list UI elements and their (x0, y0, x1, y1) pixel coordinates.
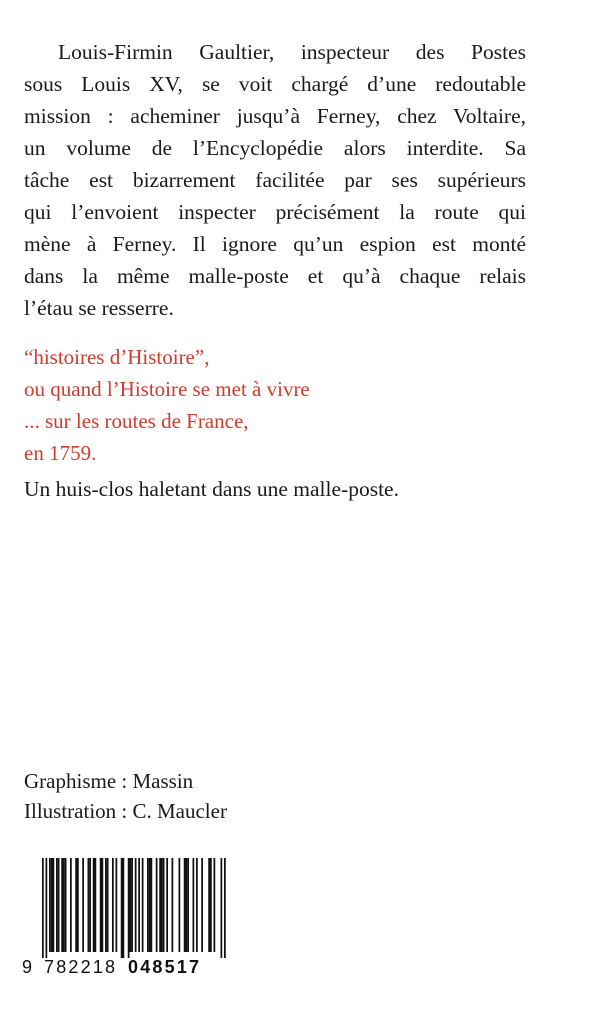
blurb-line: mène à Ferney. Il ignore qu’un espion est monté (24, 232, 526, 256)
barcode-bar (210, 858, 212, 952)
barcode-bar (93, 858, 95, 952)
barcode-bar (49, 858, 51, 952)
barcode-bar (105, 858, 107, 952)
barcode-bars (22, 858, 226, 958)
barcode-bar (142, 858, 144, 952)
blurb-paragraph (24, 36, 526, 324)
barcode-bar (149, 858, 151, 952)
barcode-bar (172, 858, 174, 952)
barcode-right-digits: 048517 (128, 957, 202, 977)
blurb-line: un volume de l’Encyclopédie alors interdite. Sa (24, 136, 526, 160)
barcode-bar (116, 858, 118, 952)
barcode-guard-bar (123, 858, 125, 958)
barcode-bar (193, 858, 195, 952)
blurb-line: Louis-Firmin Gaultier, inspecteur des Postes (58, 40, 526, 64)
barcode-bar (53, 858, 55, 952)
barcode-bar (63, 858, 65, 952)
barcode-bar (102, 858, 104, 952)
barcode-bar (88, 858, 90, 952)
barcode-guard-bar (224, 858, 226, 958)
barcode-bar (82, 858, 84, 952)
blurb-line: qui l’envoient inspecter précisément la route qui (24, 200, 526, 224)
blurb-line: sous Louis XV, se voit chargé d’une redoutable (24, 72, 526, 96)
barcode-bar (161, 858, 163, 952)
barcode-bar (100, 858, 102, 952)
barcode-bar (159, 858, 161, 952)
barcode-bar (179, 858, 181, 952)
blurb-line: l’étau se resserre. (24, 296, 174, 320)
barcode-guard-bar (42, 858, 44, 958)
blurb-line: mission : acheminer jusqu’à Ferney, chez Voltaire, (24, 104, 526, 128)
barcode-bar (208, 858, 210, 952)
barcode-left-digits: 782218 (44, 957, 118, 977)
barcode-bar (163, 858, 165, 952)
barcode-bar (70, 858, 72, 952)
barcode-bar (151, 858, 153, 952)
credits (24, 766, 227, 826)
barcode-bar (166, 858, 168, 952)
barcode-bar (89, 858, 91, 952)
closing-sentence: Un huis-clos haletant dans une malle-poste. (24, 477, 399, 501)
barcode-bar (95, 858, 97, 952)
barcode-guard-bar (221, 858, 223, 958)
series-tagline (24, 341, 310, 469)
barcode-bar (56, 858, 58, 952)
barcode-bar (196, 858, 198, 952)
blurb-line: dans la même malle-poste et qu’à chaque relais (24, 264, 526, 288)
barcode-bar (186, 858, 188, 952)
barcode-bar (61, 858, 63, 952)
barcode-bar (135, 858, 137, 952)
tagline-line: ... sur les routes de France, (24, 409, 249, 433)
barcode-bar (214, 858, 216, 952)
barcode-bar (58, 858, 60, 952)
blurb-line: tâche est bizarrement facilitée par ses supérieurs (24, 168, 526, 192)
tagline-line: en 1759. (24, 441, 97, 465)
tagline-line: “histoires d’Histoire”, (24, 345, 210, 369)
barcode-bar (147, 858, 149, 952)
tagline-line: ou quand l’Histoire se met à vivre (24, 377, 310, 401)
isbn-barcode (22, 858, 226, 998)
barcode-bar (130, 858, 132, 952)
barcode-bar (65, 858, 67, 952)
barcode-lead-digit: 9 (22, 957, 33, 977)
barcode-bar (107, 858, 109, 952)
barcode-bar (201, 858, 203, 952)
barcode-guard-bar (128, 858, 130, 958)
barcode-guard-bar (46, 858, 48, 958)
barcode-bar (51, 858, 53, 952)
barcode-bar (184, 858, 186, 952)
credit-graphisme: Graphisme : Massin (24, 769, 194, 793)
barcode-bar (138, 858, 140, 952)
barcode-guard-bar (121, 858, 123, 958)
barcode-bar (75, 858, 77, 952)
credit-illustration: Illustration : C. Maucler (24, 799, 227, 823)
barcode-bar (77, 858, 79, 952)
barcode-bar (156, 858, 158, 952)
barcode-bar (112, 858, 114, 952)
barcode-bar (187, 858, 189, 952)
barcode-bar (131, 858, 133, 952)
